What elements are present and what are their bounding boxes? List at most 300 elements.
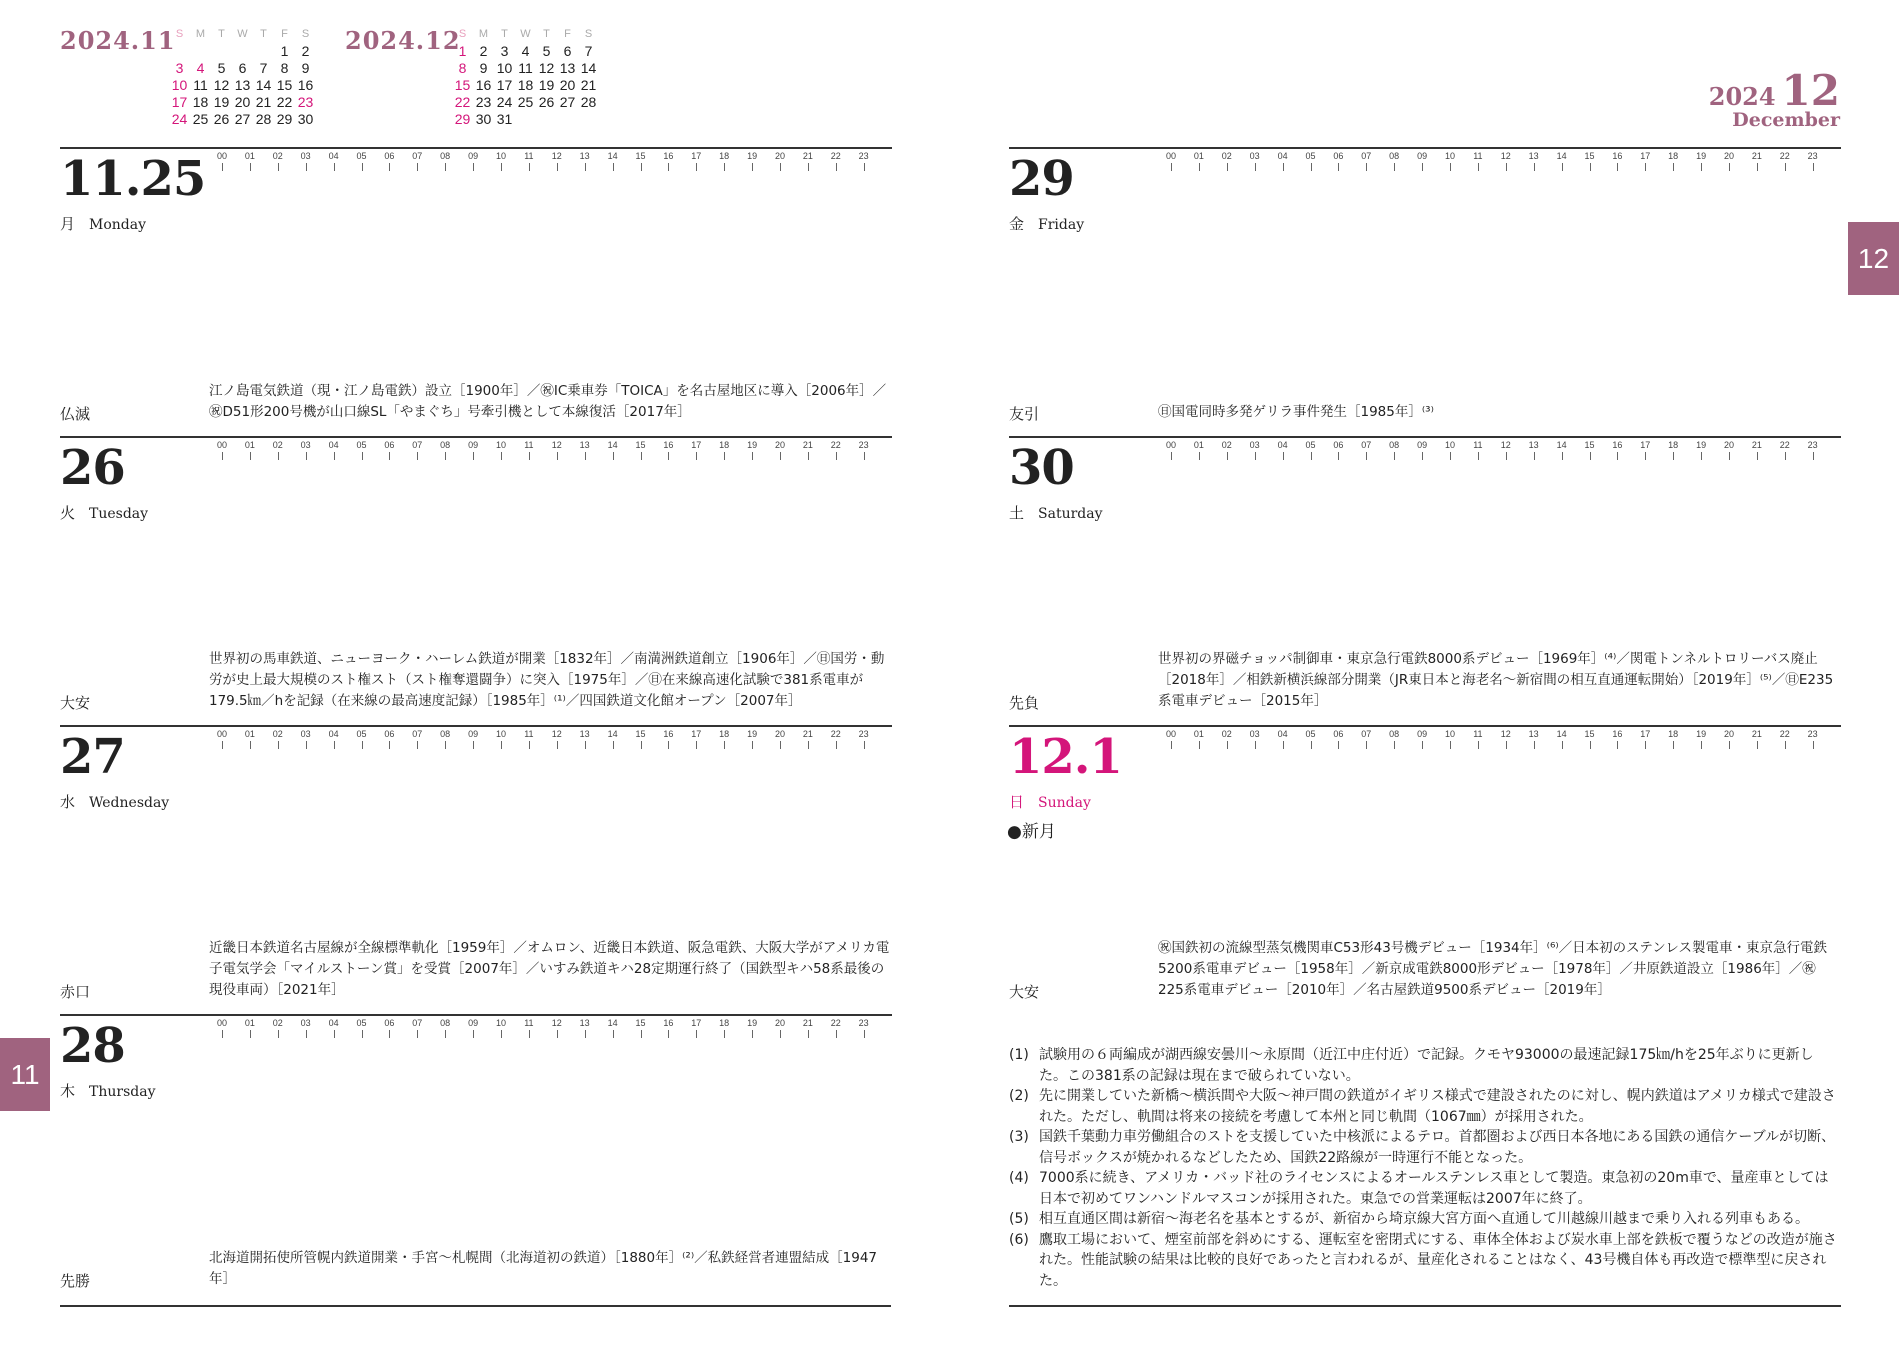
hour-tick: 08	[435, 1018, 455, 1028]
hour-tick: 16	[658, 1018, 678, 1028]
day-of-week	[60, 1080, 155, 1101]
day-of-week	[60, 213, 146, 234]
day-block	[1009, 725, 1841, 1014]
rokuyo-label: 仏滅	[60, 405, 91, 423]
hour-tick: 17	[686, 729, 706, 739]
calendar-date: 3	[175, 60, 184, 76]
hour-tick: 04	[324, 440, 344, 450]
hour-tick: 22	[1775, 440, 1795, 450]
calendar-date	[232, 43, 253, 60]
day-divider	[60, 147, 892, 149]
hour-tick: 22	[826, 1018, 846, 1028]
hour-tick: 10	[1440, 151, 1460, 161]
weekday-en: Tuesday	[89, 506, 149, 522]
hour-tick: 21	[798, 1018, 818, 1028]
day-events: ㊗国鉄初の流線型蒸気機関車C53形43号機デビュー［1934年］⁽⁶⁾／日本初のステンレス製電車・東京急行電鉄5200系電車デビュー［1958年］／新京成電鉄8000形デビュー［1978年］／井原鉄道設立［1986年］／㊗225系電車デビュー［2010年］／名古屋鉄道9500系デビュー［2019年］	[1158, 940, 1827, 998]
calendar-date: 5	[542, 43, 551, 59]
weekday-header: T	[260, 28, 267, 40]
header-year: 2024	[1708, 82, 1776, 111]
day-divider	[60, 1014, 892, 1016]
hour-tick: 06	[379, 729, 399, 739]
calendar-date: 18	[192, 94, 209, 110]
hour-tick: 18	[714, 729, 734, 739]
footnote	[1009, 1086, 1841, 1127]
hour-tick: 14	[603, 151, 623, 161]
hour-scale	[1165, 440, 1841, 464]
hour-tick: 15	[631, 151, 651, 161]
calendar-date: 26	[538, 94, 555, 110]
hour-tick: 11	[519, 729, 539, 739]
weekday-en: Saturday	[1038, 506, 1103, 522]
hour-tick: 18	[1663, 729, 1683, 739]
calendar-date: 23	[297, 94, 314, 110]
calendar-date: 21	[580, 77, 597, 93]
hour-tick: 11	[519, 1018, 539, 1028]
hour-tick: 09	[463, 729, 483, 739]
hour-tick: 00	[212, 440, 232, 450]
hour-tick: 05	[352, 729, 372, 739]
hour-tick: 22	[826, 151, 846, 161]
hour-tick: 00	[212, 151, 232, 161]
day-number: 28	[60, 1018, 125, 1074]
footnote-text: 鷹取工場において、煙室前部を斜めにする、運転室を密閉式にする、車体全体および炭水車上部を鉄板で覆うなどの改造が施された。性能試験の結果は比較的良好であったと言われるが、量産化されることはなく、43号機自体も再改造で標準型に戻された。	[1039, 1231, 1837, 1289]
month-tab-11[interactable]: 11	[0, 1038, 50, 1111]
weekday-header: T	[543, 28, 550, 40]
hour-tick: 13	[575, 440, 595, 450]
hour-tick: 09	[463, 1018, 483, 1028]
day-number: 11.25	[60, 151, 206, 207]
calendar-date	[578, 111, 599, 128]
hour-tick: 01	[240, 1018, 260, 1028]
calendar-date: 31	[496, 111, 513, 127]
calendar-date: 2	[301, 43, 310, 59]
hour-tick: 07	[407, 151, 427, 161]
calendar-date: 23	[475, 94, 492, 110]
calendar-date: 19	[538, 77, 555, 93]
hour-tick: 20	[770, 151, 790, 161]
calendar-date: 30	[297, 111, 314, 127]
weekday-jp: 日	[1009, 793, 1025, 811]
day-events: 近畿日本鉄道名古屋線が全線標準軌化［1959年］／オムロン、近畿日本鉄道、阪急電鉄、大阪大学がアメリカ電子電気学会「マイルストーン賞」を受賞［2007年］／いすみ鉄道キハ28定期運行終了（国鉄型キハ58系最後の現役車両）［2021年］	[209, 940, 890, 998]
day-divider	[60, 725, 892, 727]
day-events: 北海道開拓使所管幌内鉄道開業・手宮〜札幌間（北海道初の鉄道）［1880年］⁽²⁾／私鉄経営者連盟結成［1947年］	[209, 1250, 878, 1287]
day-number: 26	[60, 440, 125, 496]
calendar-date: 29	[276, 111, 293, 127]
hour-tick: 13	[1524, 151, 1544, 161]
hour-tick: 13	[575, 151, 595, 161]
hour-tick: 10	[1440, 729, 1460, 739]
moon-phase: ●新月	[1007, 822, 1056, 842]
weekday-jp: 月	[60, 215, 76, 233]
hour-tick: 10	[491, 1018, 511, 1028]
hour-tick: 14	[1552, 440, 1572, 450]
hour-tick: 09	[463, 151, 483, 161]
hour-tick: 15	[631, 1018, 651, 1028]
calendar-date: 8	[458, 60, 467, 76]
calendar-date	[536, 111, 557, 128]
hour-tick: 06	[1328, 151, 1348, 161]
hour-scale	[216, 729, 892, 753]
hour-tick: 19	[1691, 729, 1711, 739]
calendar-date: 17	[171, 94, 188, 110]
calendar-date: 7	[259, 60, 268, 76]
weekday-en: Monday	[89, 217, 147, 233]
hour-tick: 04	[1273, 151, 1293, 161]
hour-tick: 22	[826, 729, 846, 739]
calendar-date: 6	[563, 43, 572, 59]
weekday-jp: 木	[60, 1082, 76, 1100]
day-number: 29	[1009, 151, 1074, 207]
hour-tick: 21	[1747, 151, 1767, 161]
header-month-name: December	[1732, 109, 1840, 131]
hour-tick: 18	[1663, 440, 1683, 450]
hour-tick: 05	[1301, 729, 1321, 739]
rokuyo-label: 大安	[1009, 983, 1040, 1001]
hour-tick: 01	[1189, 440, 1209, 450]
day-of-week	[60, 791, 169, 812]
calendar-date: 5	[217, 60, 226, 76]
hour-tick: 13	[1524, 729, 1544, 739]
calendar-date: 28	[580, 94, 597, 110]
hour-tick: 02	[1217, 440, 1237, 450]
hour-tick: 07	[1356, 151, 1376, 161]
hour-tick: 00	[212, 1018, 232, 1028]
footnote-text: 7000系に続き、アメリカ・バッド社のライセンスによるオールステンレス車として製造。東急初の20m車で、量産車としては日本で初めてワンハンドルマスコンが採用された。東急での営業運転は2007年に終了。	[1039, 1170, 1829, 1207]
calendar-date	[190, 43, 211, 60]
mini-calendar-title: 2024.11	[60, 26, 176, 55]
hour-tick: 19	[1691, 440, 1711, 450]
hour-tick: 01	[240, 440, 260, 450]
hour-tick: 15	[1580, 440, 1600, 450]
hour-tick: 06	[379, 1018, 399, 1028]
hour-tick: 08	[435, 729, 455, 739]
hour-tick: 03	[1245, 440, 1265, 450]
calendar-date: 12	[213, 77, 230, 93]
hour-tick: 19	[742, 440, 762, 450]
hour-tick: 09	[1412, 151, 1432, 161]
calendar-date: 3	[500, 43, 509, 59]
hour-tick: 04	[1273, 729, 1293, 739]
calendar-date: 15	[276, 77, 293, 93]
hour-tick: 11	[519, 440, 539, 450]
calendar-date: 27	[559, 94, 576, 110]
footnote-number: (3)	[1009, 1129, 1029, 1145]
hour-tick: 21	[798, 729, 818, 739]
calendar-date: 18	[517, 77, 534, 93]
hour-tick: 03	[296, 729, 316, 739]
hour-tick: 12	[1496, 729, 1516, 739]
hour-tick: 05	[352, 1018, 372, 1028]
hour-tick: 01	[240, 151, 260, 161]
hour-tick: 20	[770, 440, 790, 450]
calendar-date: 25	[517, 94, 534, 110]
hour-tick: 11	[1468, 729, 1488, 739]
footnote-number: (2)	[1009, 1088, 1029, 1104]
hour-tick: 17	[686, 1018, 706, 1028]
hour-tick: 02	[1217, 151, 1237, 161]
calendar-date: 13	[234, 77, 251, 93]
day-of-week	[1009, 791, 1091, 812]
hour-tick: 12	[547, 729, 567, 739]
month-tab-12[interactable]: 12	[1848, 222, 1899, 295]
hour-tick: 11	[1468, 151, 1488, 161]
hour-tick: 19	[1691, 151, 1711, 161]
hour-tick: 03	[296, 440, 316, 450]
footnote	[1009, 1168, 1841, 1209]
hour-tick: 04	[324, 729, 344, 739]
hour-tick: 08	[435, 151, 455, 161]
hour-tick: 08	[1384, 729, 1404, 739]
hour-tick: 06	[379, 151, 399, 161]
month-header	[1709, 66, 1840, 131]
calendar-date: 22	[454, 94, 471, 110]
weekday-en: Friday	[1038, 217, 1085, 233]
day-block	[60, 436, 892, 725]
calendar-date: 2	[479, 43, 488, 59]
calendar-date	[211, 43, 232, 60]
day-block	[60, 147, 892, 436]
hour-tick: 13	[575, 1018, 595, 1028]
hour-tick: 15	[631, 729, 651, 739]
hour-tick: 07	[407, 440, 427, 450]
hour-tick: 05	[1301, 440, 1321, 450]
header-month: 12	[1781, 66, 1840, 115]
hour-tick: 17	[686, 440, 706, 450]
hour-tick: 17	[1635, 729, 1655, 739]
hour-tick: 16	[1607, 729, 1627, 739]
hour-scale	[216, 440, 892, 464]
calendar-date: 17	[496, 77, 513, 93]
calendar-date: 27	[234, 111, 251, 127]
hour-tick: 02	[1217, 729, 1237, 739]
hour-tick: 12	[547, 440, 567, 450]
calendar-date: 26	[213, 111, 230, 127]
hour-tick: 19	[742, 729, 762, 739]
weekday-header: W	[520, 28, 531, 40]
hour-tick: 19	[742, 151, 762, 161]
day-of-week	[1009, 213, 1084, 234]
calendar-date: 13	[559, 60, 576, 76]
hour-tick: 20	[1719, 440, 1739, 450]
hour-tick: 01	[1189, 729, 1209, 739]
day-divider	[60, 436, 892, 438]
rokuyo-label: 先勝	[60, 1272, 91, 1290]
hour-tick: 03	[296, 151, 316, 161]
hour-tick: 03	[1245, 151, 1265, 161]
calendar-date: 4	[521, 43, 530, 59]
hour-tick: 12	[1496, 440, 1516, 450]
hour-tick: 06	[379, 440, 399, 450]
hour-tick: 11	[519, 151, 539, 161]
hour-tick: 22	[826, 440, 846, 450]
hour-tick: 21	[798, 151, 818, 161]
hour-tick: 14	[1552, 729, 1572, 739]
calendar-date	[515, 111, 536, 128]
day-block	[1009, 436, 1841, 725]
footnote-number: (5)	[1009, 1211, 1029, 1227]
footnote-number: (1)	[1009, 1047, 1029, 1063]
hour-tick: 01	[1189, 151, 1209, 161]
weekday-header: F	[564, 28, 571, 40]
calendar-date: 14	[255, 77, 272, 93]
hour-tick: 18	[714, 1018, 734, 1028]
hour-tick: 05	[1301, 151, 1321, 161]
calendar-date: 10	[171, 77, 188, 93]
calendar-date	[253, 43, 274, 60]
hour-tick: 23	[854, 440, 874, 450]
hour-tick: 05	[352, 440, 372, 450]
rokuyo-label: 先負	[1009, 694, 1040, 712]
hour-tick: 07	[1356, 440, 1376, 450]
calendar-date: 16	[475, 77, 492, 93]
calendar-date: 8	[280, 60, 289, 76]
hour-scale	[216, 1018, 892, 1042]
day-events: 世界初の界磁チョッパ制御車・東京急行電鉄8000系デビュー［1969年］⁽⁴⁾／関電トンネルトロリーバス廃止［2018年］／相鉄新横浜線部分開業（JR東日本と海老名〜新宿間の相互直通運転開始）［2019年］⁽⁵⁾／㊐E235系電車デビュー［2015年］	[1158, 651, 1834, 709]
hour-tick: 04	[324, 1018, 344, 1028]
hour-tick: 17	[1635, 151, 1655, 161]
rokuyo-label: 赤口	[60, 983, 91, 1001]
hour-tick: 06	[1328, 440, 1348, 450]
weekday-jp: 火	[60, 504, 76, 522]
footnote-text: 相互直通区間は新宿〜海老名を基本とするが、新宿から埼京線大宮方面へ直通して川越線川越まで乗り入れる列車もある。	[1039, 1211, 1809, 1227]
day-events: ㊐国電同時多発ゲリラ事件発生［1985年］⁽³⁾	[1158, 404, 1434, 420]
weekday-header: T	[218, 28, 225, 40]
day-of-week	[1009, 502, 1103, 523]
mini-calendar-grid	[452, 26, 599, 128]
hour-tick: 20	[770, 729, 790, 739]
hour-tick: 11	[1468, 440, 1488, 450]
footnote	[1009, 1045, 1841, 1086]
hour-tick: 00	[1161, 440, 1181, 450]
weekday-jp: 水	[60, 793, 76, 811]
calendar-date: 7	[584, 43, 593, 59]
calendar-date: 30	[475, 111, 492, 127]
day-events: 江ノ島電気鉄道（現・江ノ島電鉄）設立［1900年］／㊗IC乗車券「TOICA」を名古屋地区に導入［2006年］／㊗D51形200号機が山口線SL「やまぐち」号牽引機として本線復活［2017年］	[209, 383, 887, 420]
day-number: 12.1	[1009, 729, 1122, 785]
hour-tick: 23	[1803, 151, 1823, 161]
hour-tick: 20	[1719, 151, 1739, 161]
calendar-date	[169, 43, 190, 60]
hour-tick: 21	[798, 440, 818, 450]
calendar-date: 1	[280, 43, 289, 59]
hour-tick: 17	[1635, 440, 1655, 450]
day-number: 27	[60, 729, 125, 785]
calendar-date: 9	[301, 60, 310, 76]
day-events: 世界初の馬車鉄道、ニューヨーク・ハーレム鉄道が開業［1832年］／南満洲鉄道創立［1906年］／㊐国労・動労が史上最大規模のスト権スト（スト権奪還闘争）に突入［1975年］／㊐在来線高速化試験で381系電車が179.5㎞／hを記録（在来線の最高速度記録）［1985年］⁽¹⁾／四国鉄道文化館オープン［2007年］	[209, 651, 885, 709]
hour-tick: 16	[658, 151, 678, 161]
hour-tick: 00	[1161, 151, 1181, 161]
weekday-header: M	[478, 28, 489, 40]
day-block	[60, 725, 892, 1014]
hour-tick: 12	[547, 1018, 567, 1028]
hour-tick: 14	[603, 440, 623, 450]
weekday-header: T	[501, 28, 508, 40]
calendar-date: 28	[255, 111, 272, 127]
hour-tick: 21	[1747, 440, 1767, 450]
right-page-bottom-rule	[1009, 1305, 1841, 1307]
footnote-text: 試験用の６両編成が湖西線安曇川〜永原間（近江中庄付近）で記録。クモヤ93000の最速記録175㎞/hを25年ぶりに更新した。この381系の記録は現在まで破られていない。	[1039, 1047, 1814, 1084]
footnote-number: (4)	[1009, 1170, 1029, 1186]
hour-tick: 02	[268, 1018, 288, 1028]
hour-scale	[216, 151, 892, 175]
calendar-date: 4	[196, 60, 205, 76]
day-of-week	[60, 502, 148, 523]
footnote-text: 国鉄千葉動力車労働組合のストを支援していた中核派によるテロ。首都圏および西日本各地にある国鉄の通信ケーブルが切断、信号ボックスが焼かれるなどしたため、国鉄22路線が一時運行不能となった。	[1039, 1129, 1836, 1166]
day-divider	[1009, 147, 1841, 149]
day-divider	[1009, 436, 1841, 438]
hour-tick: 14	[603, 729, 623, 739]
calendar-date	[557, 111, 578, 128]
footnote	[1009, 1230, 1841, 1292]
hour-tick: 14	[603, 1018, 623, 1028]
weekday-jp: 金	[1009, 215, 1025, 233]
calendar-date: 10	[496, 60, 513, 76]
calendar-date: 20	[559, 77, 576, 93]
hour-tick: 04	[324, 151, 344, 161]
calendar-date: 24	[171, 111, 188, 127]
calendar-date: 16	[297, 77, 314, 93]
hour-tick: 19	[742, 1018, 762, 1028]
hour-tick: 10	[491, 151, 511, 161]
weekday-header: W	[237, 28, 248, 40]
hour-tick: 00	[212, 729, 232, 739]
hour-tick: 15	[1580, 151, 1600, 161]
footnote	[1009, 1127, 1841, 1168]
hour-tick: 15	[631, 440, 651, 450]
hour-tick: 23	[854, 729, 874, 739]
hour-tick: 03	[296, 1018, 316, 1028]
calendar-date: 25	[192, 111, 209, 127]
hour-tick: 13	[1524, 440, 1544, 450]
weekday-en: Thursday	[89, 1084, 156, 1100]
hour-tick: 18	[714, 151, 734, 161]
hour-tick: 23	[1803, 729, 1823, 739]
calendar-date: 11	[518, 60, 533, 76]
calendar-date: 19	[213, 94, 230, 110]
hour-tick: 18	[1663, 151, 1683, 161]
hour-tick: 16	[1607, 151, 1627, 161]
weekday-header: M	[195, 28, 206, 40]
day-number: 30	[1009, 440, 1074, 496]
hour-tick: 20	[770, 1018, 790, 1028]
calendar-date: 20	[234, 94, 251, 110]
calendar-date: 6	[238, 60, 247, 76]
hour-tick: 23	[854, 1018, 874, 1028]
calendar-date: 14	[580, 60, 597, 76]
hour-scale	[1165, 729, 1841, 753]
calendar-date: 15	[454, 77, 471, 93]
hour-tick: 17	[686, 151, 706, 161]
hour-tick: 07	[407, 1018, 427, 1028]
hour-tick: 20	[1719, 729, 1739, 739]
hour-tick: 22	[1775, 151, 1795, 161]
hour-tick: 00	[1161, 729, 1181, 739]
hour-tick: 22	[1775, 729, 1795, 739]
hour-tick: 16	[1607, 440, 1627, 450]
hour-tick: 09	[1412, 729, 1432, 739]
hour-tick: 02	[268, 151, 288, 161]
calendar-date: 9	[479, 60, 488, 76]
hour-tick: 04	[1273, 440, 1293, 450]
footnote	[1009, 1209, 1841, 1230]
hour-tick: 08	[1384, 151, 1404, 161]
hour-tick: 09	[1412, 440, 1432, 450]
hour-tick: 13	[575, 729, 595, 739]
hour-tick: 05	[352, 151, 372, 161]
weekday-jp: 土	[1009, 504, 1025, 522]
weekday-header: S	[458, 28, 467, 40]
calendar-date: 22	[276, 94, 293, 110]
